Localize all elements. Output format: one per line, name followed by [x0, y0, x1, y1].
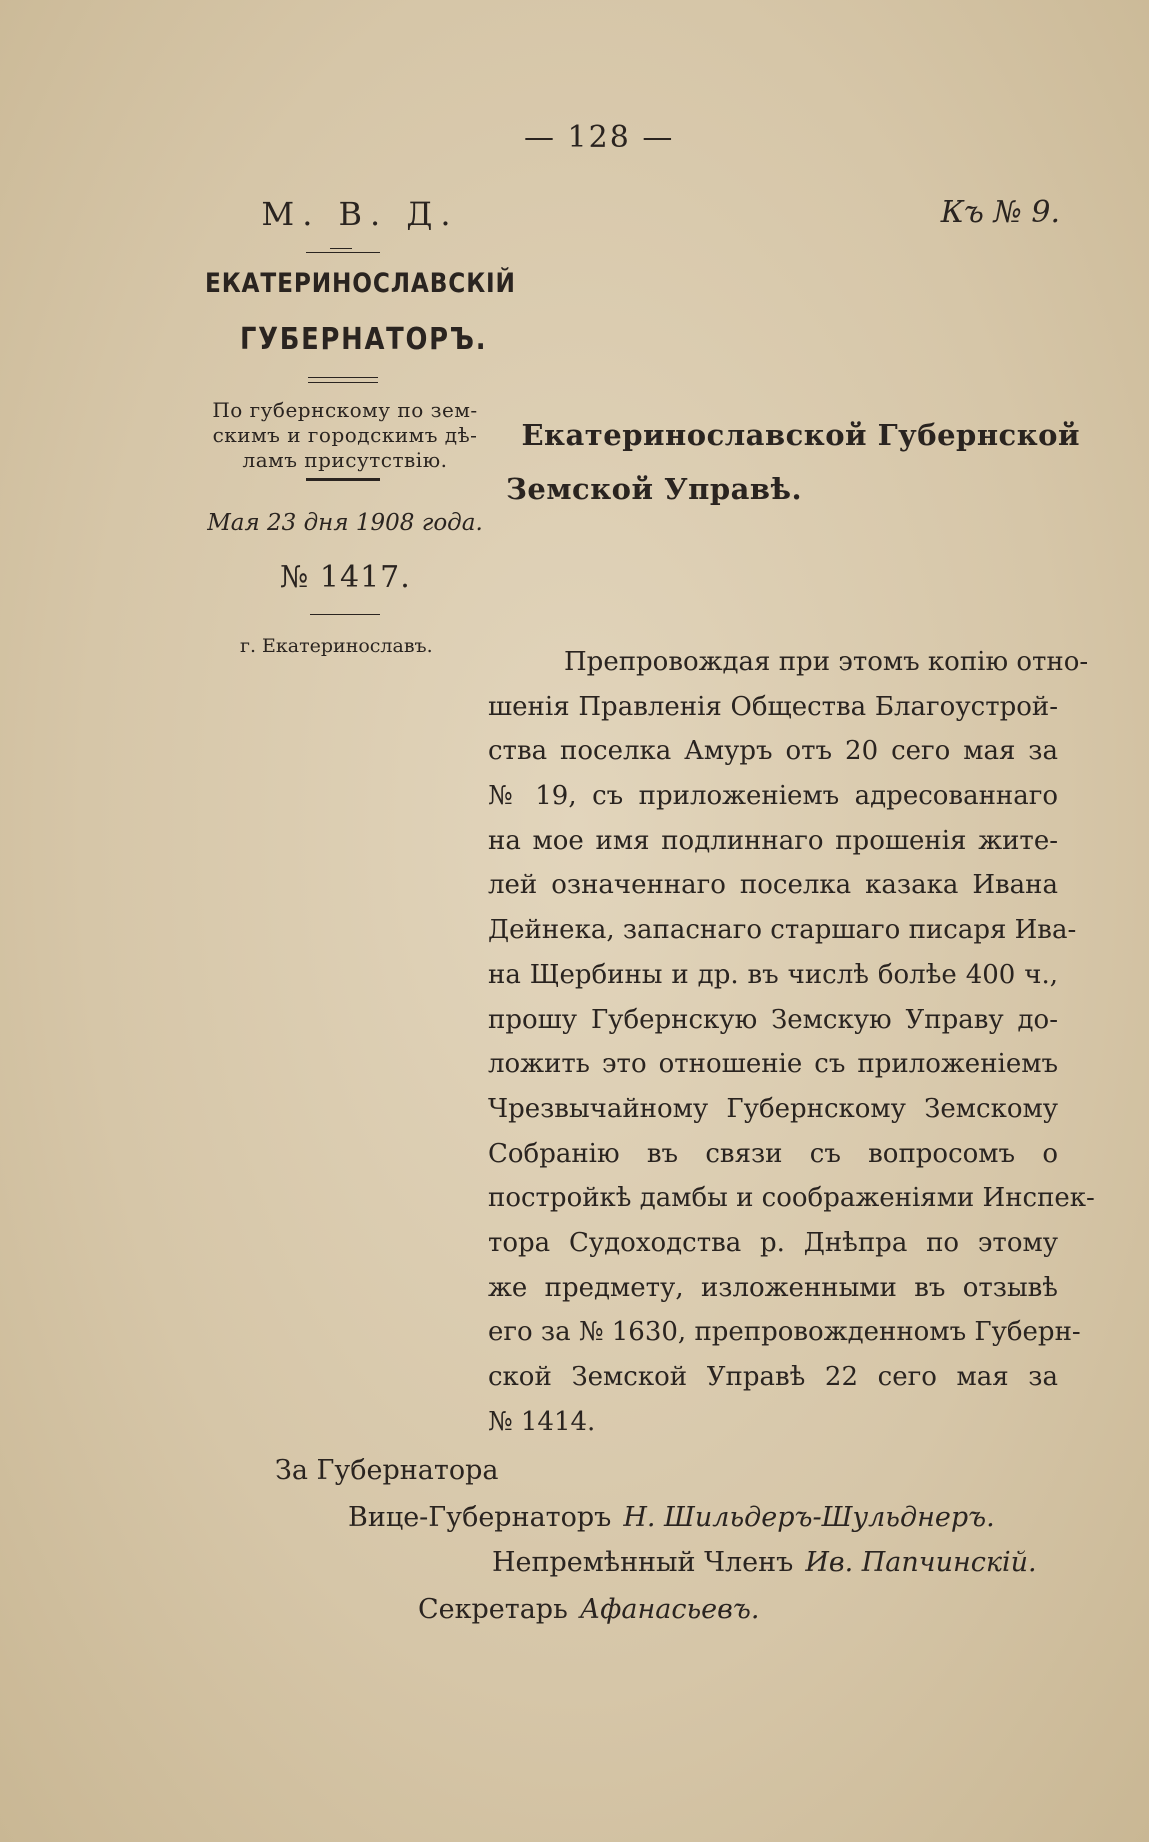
department-line: скимъ и городскимъ дѣ- [212, 423, 478, 447]
body-line: Дейнека, запаснаго старшаго писаря Ива- [488, 915, 1077, 946]
signature-line-acting-for [275, 1455, 498, 1486]
body-line: шенія Правленія Общества Благоустрой- [488, 691, 1058, 722]
signature-line-member [492, 1547, 1037, 1578]
divider [310, 614, 380, 615]
body-line: № 1414. [488, 1406, 596, 1437]
addressee-line: Екатеринославской Губернской [521, 418, 1080, 452]
signature-title: Вице-Губернаторъ [348, 1502, 612, 1533]
city-of-origin: г. Екатеринославъ. [240, 635, 433, 657]
outgoing-number: № 1417. [280, 560, 411, 595]
divider [308, 377, 378, 378]
divider [306, 478, 380, 481]
body-line: его за № 1630, препровожденномъ Губерн- [488, 1317, 1081, 1348]
divider [330, 248, 352, 249]
page-number: — 128 — [524, 120, 675, 155]
body-line: Препровождая при этомъ копію отно- [564, 647, 1089, 677]
addressee [490, 408, 1080, 516]
body-line: тора Судоходства р. Днѣпра по этому [488, 1227, 1058, 1258]
department-line: ламъ присутствію. [242, 448, 448, 472]
department-name [190, 398, 500, 473]
body-line: на мое имя подлиннаго прошенія жите- [488, 825, 1058, 856]
signature-name: Ив. Папчинскій. [805, 1547, 1037, 1578]
sender-office-subtitle: ГУБЕРНАТОРЪ. [240, 322, 488, 357]
body-line: же предмету, изложенными въ отзывѣ [488, 1272, 1058, 1303]
body-line: на Щербины и др. въ числѣ болѣе 400 ч., [488, 959, 1058, 990]
divider [306, 252, 380, 253]
letter-date: Мая 23 дня 1908 года. [207, 510, 483, 536]
body-line: Собранію въ связи съ вопросомъ о [488, 1138, 1058, 1169]
body-line: прошу Губернскую Земскую Управу до- [488, 1004, 1058, 1035]
addressee-line: Земской Управѣ. [506, 472, 803, 506]
reference-number: Къ № 9. [940, 195, 1060, 230]
signature-title: Секретарь [418, 1594, 568, 1625]
body-line: ства поселка Амуръ отъ 20 сего мая за [488, 736, 1058, 767]
signature-line-vice-governor [348, 1502, 995, 1533]
body-line: лей означеннаго поселка казака Ивана [488, 870, 1058, 901]
signature-name: Н. Шильдеръ-Шульднеръ. [623, 1502, 995, 1533]
signature-title: За Губернатора [275, 1455, 499, 1486]
body-line: постройкѣ дамбы и соображеніями Инспек- [488, 1183, 1095, 1214]
department-line: По губернскому по зем- [212, 398, 478, 422]
body-line: ской Земской Управѣ 22 сего мая за [488, 1362, 1058, 1392]
body-line: ложить это отношеніе съ приложеніемъ [488, 1049, 1058, 1080]
sender-office-title: ЕКАТЕРИНОСЛАВСКІЙ [205, 268, 516, 299]
signature-line-secretary [418, 1594, 759, 1625]
letter-body [488, 640, 1095, 1444]
divider [308, 382, 378, 383]
ministry-abbreviation: М. В. Д. [261, 195, 459, 233]
body-line: № 19, съ приложеніемъ адресованнаго [488, 781, 1058, 812]
body-line: Чрезвычайному Губернскому Земскому [488, 1093, 1058, 1124]
signature-name: Афанасьевъ. [579, 1594, 760, 1625]
signature-title: Непремѣнный Членъ [492, 1547, 794, 1578]
